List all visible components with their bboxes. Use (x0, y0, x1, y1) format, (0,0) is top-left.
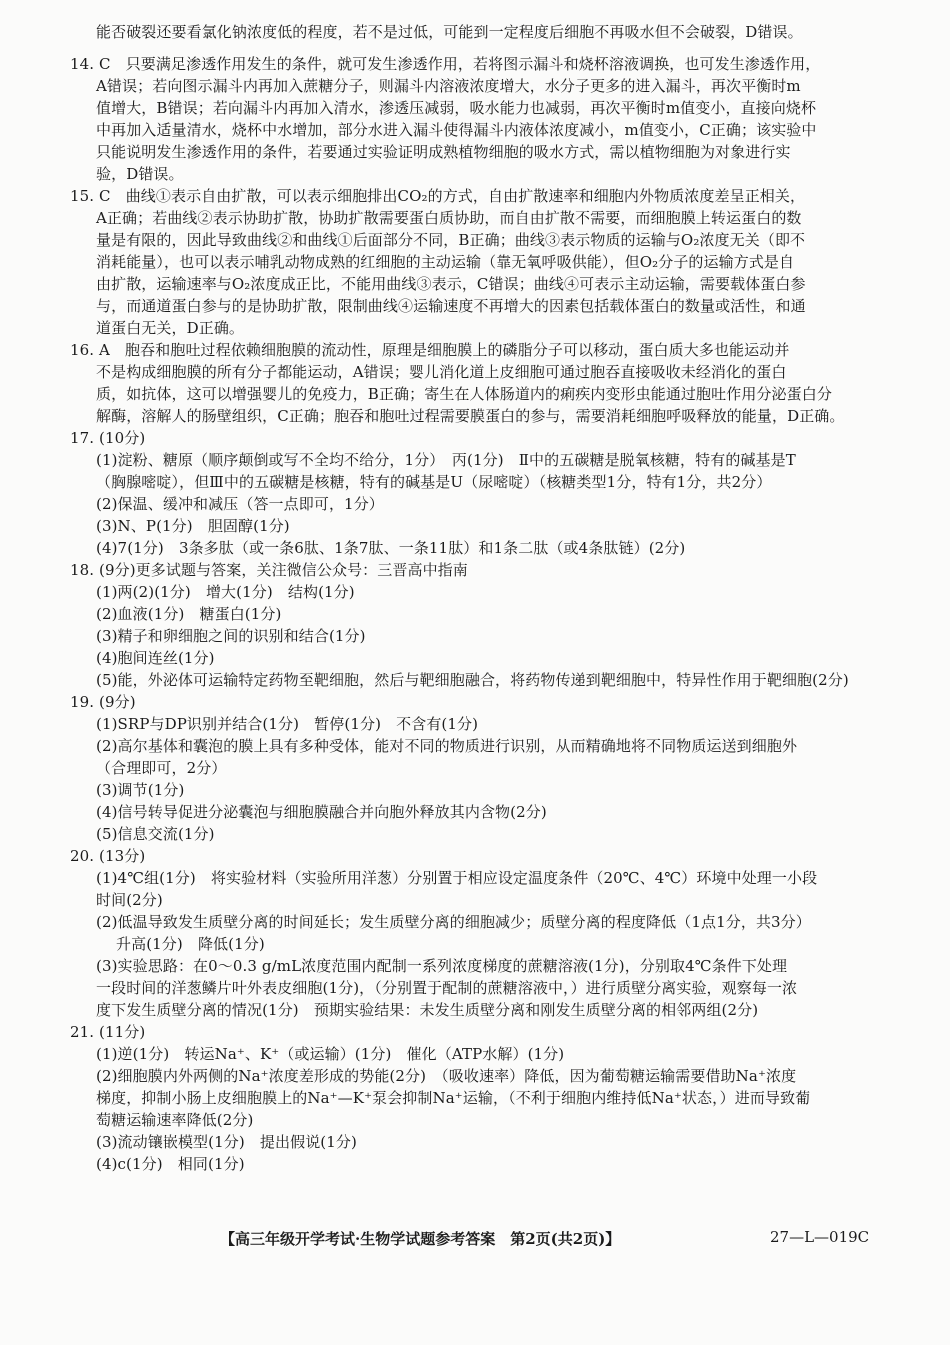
text-line: (1)SRP与DP识别并结合(1分) 暂停(1分) 不含有(1分) (96, 715, 479, 733)
text-line: A错误；若向图示漏斗内再加入蔗糖分子，则漏斗内溶液浓度增大，水分子更多的进入漏斗，再次平衡时m (96, 77, 801, 95)
text-line: (4)c(1分) 相同(1分) (96, 1155, 245, 1173)
text-line: (4)7(1分) 3条多肽（或一条6肽、1条7肽、一条11肽）和1条二肽（或4条肽链）(2分) (96, 539, 686, 557)
text-line: 萄糖运输速率降低(2分) (96, 1111, 254, 1129)
text-line: 度下发生质壁分离的情况(1分) 预期实验结果：未发生质壁分离和刚发生质壁分离的相邻两组(2分) (96, 1001, 759, 1019)
text-line: (5)信息交流(1分) (96, 825, 215, 843)
text-line: 只能说明发生渗透作用的条件，若要通过实验证明成熟植物细胞的吸水方式，需以植物细胞为对象进行实 (96, 143, 791, 161)
text-line: 量是有限的，因此导致曲线②和曲线①后面部分不同，B正确；曲线③表示物质的运输与O₂浓度无关（即不 (96, 231, 806, 249)
text-line: A正确；若曲线②表示协助扩散，协助扩散需要蛋白质协助，而自由扩散不需要，而细胞膜上转运蛋白的数 (96, 209, 802, 227)
text-line: (1)逆(1分) 转运Na⁺、K⁺（或运输）(1分) 催化（ATP水解）(1分) (96, 1045, 565, 1063)
text-line: (1)4℃组(1分) 将实验材料（实验所用洋葱）分别置于相应设定温度条件（20℃、4℃）环境中处理一小段 (96, 869, 818, 887)
text-line: 由扩散，运输速率与O₂浓度成正比，不能用曲线③表示，C错误；曲线④可表示主动运输，需要载体蛋白参 (96, 275, 806, 293)
text-line: （胸腺嘧啶），但Ⅲ中的五碳糖是核糖，特有的碱基是U（尿嘧啶）（核糖类型1分，特有1分，共2分） (96, 473, 772, 491)
page-footer-title: 【高三年级开学考试·生物学试题参考答案 第2页(共2页)】 (220, 1230, 621, 1248)
text-line: (3)实验思路：在0～0.3 g/mL浓度范围内配制一系列浓度梯度的蔗糖溶液(1分)，分别取4℃条件下处理 (96, 957, 788, 975)
text-line: 梯度，抑制小肠上皮细胞膜上的Na⁺—K⁺泵会抑制Na⁺运输，（不利于细胞内维持低Na⁺状态，）进而导致葡 (96, 1089, 811, 1107)
text-line: 道蛋白无关，D正确。 (96, 319, 245, 337)
text-line: (5)能，外泌体可运输特定药物至靶细胞，然后与靶细胞融合，将药物传递到靶细胞中，特异性作用于靶细胞(2分) (96, 671, 849, 689)
text-line: (4)信号转导促进分泌囊泡与细胞膜融合并向胞外释放其内含物(2分) (96, 803, 547, 821)
text-line: 值增大，B错误；若向漏斗内再加入清水，渗透压减弱，吸水能力也减弱，再次平衡时m值变小，直接向烧杯 (96, 99, 817, 117)
text-line: (1)淀粉、糖原（顺序颠倒或写不全均不给分，1分） 丙(1分) Ⅱ中的五碳糖是脱氧核糖，特有的碱基是T (96, 451, 796, 469)
text-line: （合理即可，2分） (96, 759, 227, 777)
text-line: (2)细胞膜内外两侧的Na⁺浓度差形成的势能(2分) （吸收速率）降低，因为葡萄糖运输需要借助Na⁺浓度 (96, 1067, 797, 1085)
text-line: 中再加入适量清水，烧杯中水增加，部分水进入漏斗使得漏斗内液体浓度减小，m值变小，C正确；该实验中 (96, 121, 817, 139)
text-line: (3)调节(1分) (96, 781, 185, 799)
text-line: 18. (9分)更多试题与答案，关注微信公众号：三晋高中指南 (70, 561, 468, 579)
text-line: 升高(1分) 降低(1分) (116, 935, 265, 953)
text-line: (2)低温导致发生质壁分离的时间延长；发生质壁分离的细胞减少；质壁分离的程度降低（1点1分，共3分） (96, 913, 811, 931)
text-line: (1)两(2)(1分) 增大(1分) 结构(1分) (96, 583, 355, 601)
text-line: (2)保温、缓冲和减压（答一点即可，1分） (96, 495, 384, 513)
text-line: 不是构成细胞膜的所有分子都能运动，A错误；婴儿消化道上皮细胞可通过胞吞直接吸收未经消化的蛋白 (96, 363, 787, 381)
text-line: 质，如抗体，这可以增强婴儿的免疫力，B正确；寄生在人体肠道内的痢疾内变形虫能通过胞吐作用分泌蛋白分 (96, 385, 832, 403)
text-line: (3)精子和卵细胞之间的识别和结合(1分) (96, 627, 366, 645)
text-line: (3)流动镶嵌模型(1分) 提出假说(1分) (96, 1133, 357, 1151)
text-line: 解酶，溶解人的肠壁组织，C正确；胞吞和胞吐过程需要膜蛋白的参与，需要消耗细胞呼吸释放的能量，D正确。 (96, 407, 845, 425)
page-footer-code: 27—L—019C (770, 1228, 870, 1246)
text-line: 14. C 只要满足渗透作用发生的条件，就可发生渗透作用，若将图示漏斗和烧杯溶液调换，也可发生渗透作用， (70, 55, 821, 73)
text-line: (2)高尔基体和囊泡的膜上具有多种受体，能对不同的物质进行识别，从而精确地将不同物质运送到细胞外 (96, 737, 798, 755)
text-line: 验，D错误。 (96, 165, 184, 183)
text-line: 时间(2分) (96, 891, 163, 909)
text-line: 能否破裂还要看氯化钠浓度低的程度，若不是过低，可能到一定程度后细胞不再吸水但不会破裂，D错误。 (96, 23, 803, 41)
text-line: (2)血液(1分) 糖蛋白(1分) (96, 605, 282, 623)
text-line: (4)胞间连丝(1分) (96, 649, 215, 667)
text-line: 20. (13分) (70, 847, 146, 865)
text-line: 15. C 曲线①表示自由扩散，可以表示细胞排出CO₂的方式，自由扩散速率和细胞内外物质浓度差呈正相关， (70, 187, 806, 205)
text-line: 17. (10分) (70, 429, 146, 447)
text-line: 19. (9分) (70, 693, 136, 711)
text-line: (3)N、P(1分) 胆固醇(1分) (96, 517, 290, 535)
text-line: 与，而通道蛋白参与的是协助扩散，限制曲线④运输速度不再增大的因素包括载体蛋白的数量或活性，和通 (96, 297, 806, 315)
text-line: 16. A 胞吞和胞吐过程依赖细胞膜的流动性，原理是细胞膜上的磷脂分子可以移动，蛋白质大多也能运动并 (70, 341, 790, 359)
text-line: 一段时间的洋葱鳞片叶外表皮细胞(1分)，（分别置于配制的蔗糖溶液中，）进行质壁分离实验，观察每一浓 (96, 979, 798, 997)
text-line: 21. (11分) (70, 1023, 146, 1041)
text-line: 消耗能量），也可以表示哺乳动物成熟的红细胞的主动运输（靠无氧呼吸供能），但O₂分子的运输方式是自 (96, 253, 795, 271)
